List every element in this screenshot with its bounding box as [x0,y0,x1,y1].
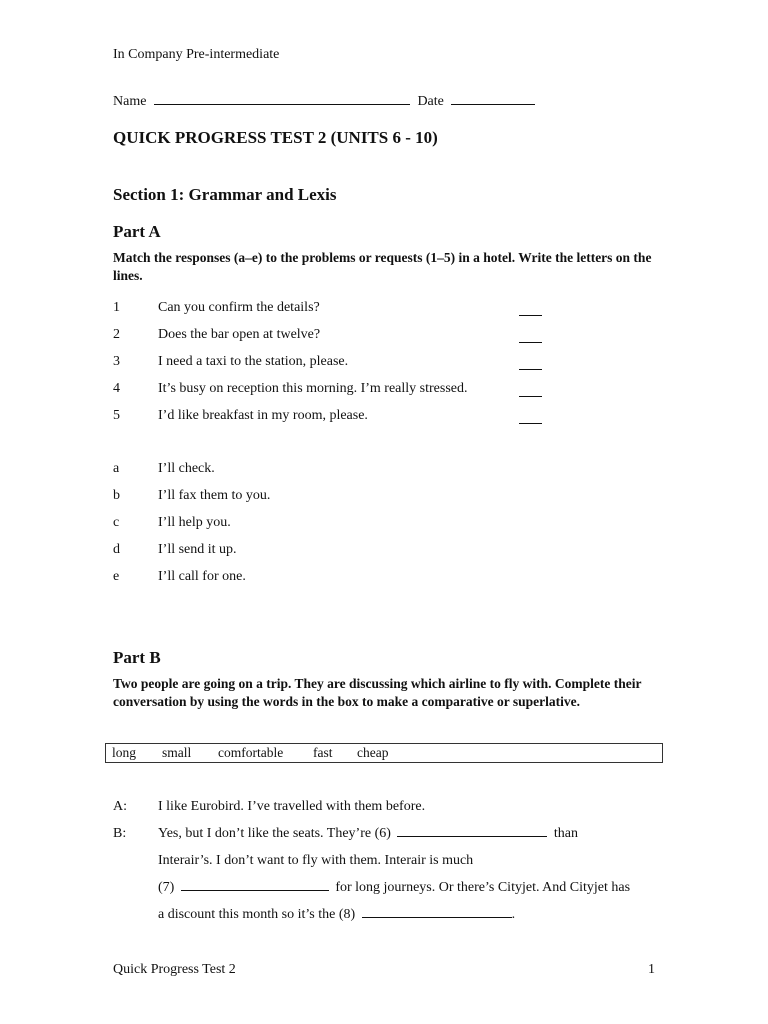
question-row [113,327,673,347]
speaker-a-line: I like Eurobird. I’ve travelled with them before. [158,799,426,814]
name-date-line [113,94,535,110]
gap-6-blank[interactable] [397,835,547,837]
word-box-item: comfortable [218,745,284,760]
name-label: Name [113,94,147,109]
response-text: I’ll send it up. [158,542,237,557]
response-row [113,488,673,508]
question-text: It’s busy on reception this morning. I’m really stressed. [158,381,468,396]
answer-line[interactable] [519,396,542,397]
response-row [113,542,673,562]
answer-line[interactable] [519,423,542,424]
question-text: Can you confirm the details? [158,300,320,315]
response-text: I’ll call for one. [158,569,246,584]
question-number: 2 [113,327,120,342]
answer-line[interactable] [519,342,542,343]
course-header: In Company Pre-intermediate [113,47,280,62]
footer-label: Quick Progress Test 2 [113,962,236,977]
response-letter: b [113,488,120,503]
question-number: 4 [113,381,120,396]
date-field[interactable] [451,103,535,105]
question-row [113,300,673,320]
word-box-item: fast [313,745,333,760]
dialogue-line-8 [158,907,515,923]
response-row [113,461,673,481]
part-b-instruction: Two people are going on a trip. They are discussing which airline to fly with. Complete their conversation by using the words in the box to make a comparative or superlative. [113,676,642,709]
gap-8-blank[interactable] [362,916,512,918]
question-number: 3 [113,354,120,369]
response-letter: c [113,515,120,530]
response-text: I’ll fax them to you. [158,488,271,503]
response-text: I’ll check. [158,461,215,476]
question-number: 5 [113,408,120,423]
dialogue-text: (7) [158,880,175,895]
speaker-b-label: B: [113,826,127,841]
dialogue-text: Yes, but I don’t like the seats. They’re (6) [158,826,391,841]
dialogue-line-6 [158,826,578,842]
question-number: 1 [113,300,120,315]
speaker-a-label: A: [113,799,127,814]
answer-line[interactable] [519,369,542,370]
response-letter: a [113,461,120,476]
part-a-instruction: Match the responses (a–e) to the problems or requests (1–5) in a hotel. Write the letters on the lines. [113,250,652,283]
response-text: I’ll help you. [158,515,231,530]
dialogue-text: . [511,907,516,922]
question-text: I’d like breakfast in my room, please. [158,408,368,423]
word-box-item: cheap [357,745,389,760]
page-number: 1 [648,962,655,977]
response-letter: d [113,542,120,557]
dialogue-text: a discount this month so it’s the (8) [158,907,356,922]
page-title: QUICK PROGRESS TEST 2 (UNITS 6 - 10) [113,128,438,147]
word-box [105,743,663,763]
gap-7-blank[interactable] [181,889,329,891]
question-row [113,354,673,374]
section-heading: Section 1: Grammar and Lexis [113,185,337,204]
date-label: Date [417,94,444,109]
word-box-item: long [112,745,137,760]
dialogue-text: than [553,826,579,841]
dialogue-text: for long journeys. Or there’s Cityjet. And Cityjet has [335,880,631,895]
response-row [113,569,673,589]
question-row [113,381,673,401]
dialogue-line: Interair’s. I don’t want to fly with them. Interair is much [158,853,474,868]
question-row [113,408,673,428]
part-a-heading: Part A [113,222,161,241]
answer-line[interactable] [519,315,542,316]
dialogue-line-7 [158,880,630,896]
response-letter: e [113,569,120,584]
response-row [113,515,673,535]
question-text: I need a taxi to the station, please. [158,354,349,369]
name-field[interactable] [154,103,410,105]
word-box-item: small [162,745,192,760]
question-text: Does the bar open at twelve? [158,327,321,342]
part-b-heading: Part B [113,648,161,667]
